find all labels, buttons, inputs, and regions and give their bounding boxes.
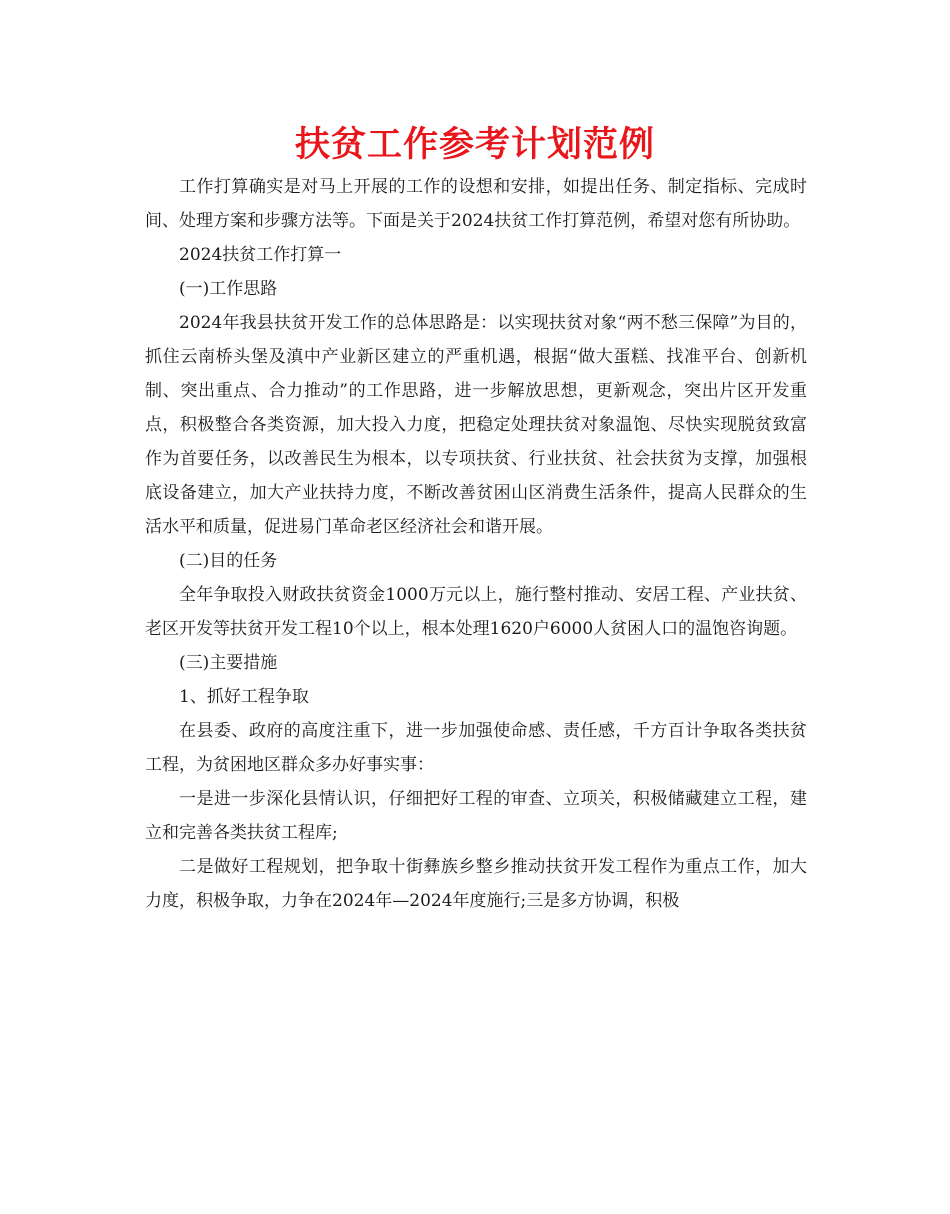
- paragraph-goals: 全年争取投入财政扶贫资金1000万元以上，施行整村推动、安居工程、产业扶贫、老区开发等扶贫开发工程10个以上，根本处理1620户6000人贫困人口的温饱咨询题。: [145, 585, 807, 639]
- section-heading-measures: (三)主要措施: [179, 653, 278, 673]
- section-heading-work-ideas: (一)工作思路: [179, 279, 278, 299]
- paragraph-plan-heading: 2024扶贫工作打算一: [179, 245, 342, 265]
- paragraph-work-ideas: 2024年我县扶贫开发工作的总体思路是：以实现扶贫对象“两不愁三保障”为目的，抓住云南桥头堡及滇中产业新区建立的严重机遇，根据“做大蛋糕、找准平台、创新机制、突出重点、合力推动”的工作思路，进一步解放思想，更新观念，突出片区开发重点，积极整合各类资源，加大投入力度，把稳定处理扶贫对象温饱、尽快实现脱贫致富作为首要任务，以改善民生为根本，以专项扶贫、行业扶贫、社会扶贫为支撑，加强根底设备建立，加大产业扶持力度，不断改善贫困山区消费生活条件，提高人民群众的生活水平和质量，促进易门革命老区经济社会和谐开展。: [145, 313, 807, 537]
- paragraph-intro: 工作打算确实是对马上开展的工作的设想和安排，如提出任务、制定指标、完成时间、处理方案和步骤方法等。下面是关于2024扶贫工作打算范例，希望对您有所协助。: [145, 177, 807, 231]
- section-heading-goals: (二)目的任务: [179, 551, 278, 571]
- document-body: [145, 170, 807, 918]
- paragraph-measure-two: 二是做好工程规划，把争取十街彝族乡整乡推动扶贫开发工程作为重点工作，加大力度，积极争取，力争在2024年—2024年度施行;三是多方协调，积极: [145, 857, 807, 911]
- paragraph-measure-one: 一是进一步深化县情认识，仔细把好工程的审查、立项关，积极储藏建立工程，建立和完善各类扶贫工程库;: [145, 789, 807, 843]
- document-title: 扶贫工作参考计划范例: [294, 125, 655, 165]
- subheading-project-fundraising: 1、抓好工程争取: [179, 687, 309, 707]
- paragraph-project-fundraising: 在县委、政府的高度注重下，进一步加强使命感、责任感，千方百计争取各类扶贫工程，为贫困地区群众多办好事实事：: [145, 721, 807, 775]
